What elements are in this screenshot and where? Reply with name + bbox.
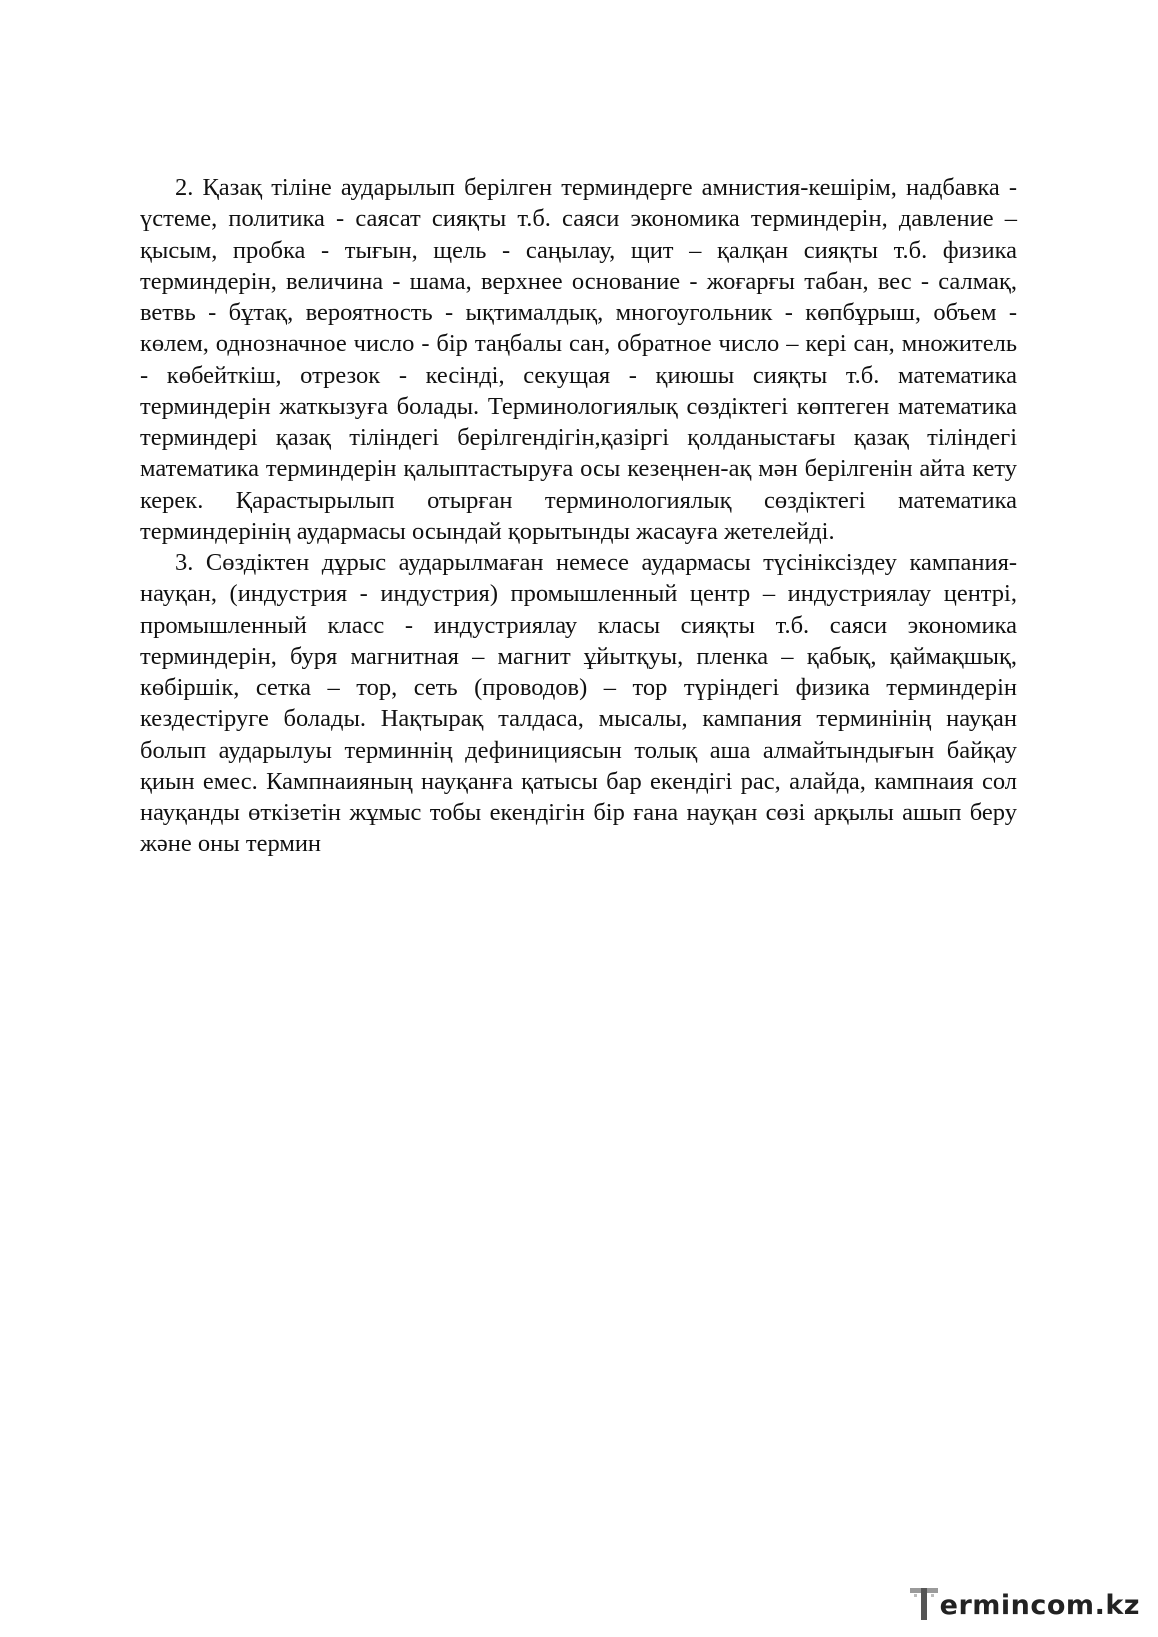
watermark [909, 1583, 1140, 1623]
document-body [140, 172, 1017, 860]
paragraph-3: 3. Сөздіктен дұрыс аударылмаған немесе аудармасы түсініксіздеу кампания-науқан, (индустрия - индустрия) промышленный центр – индустриялау центрі, промышленный класс - индустриялау класы сияқты т.б. саяси экономика терминдерін, буря магнитная – магнит ұйытқуы, пленка – қабық, қаймақшық, көбіршік, сетка – тор, сеть (проводов) – тор түріндегі физика терминдерін кездестіруге болады. Нақтырақ талдаса, мысалы, кампания терминінің науқан болып аударылуы терминнің дефинициясын толық аша алмайтындығын байқау қиын емес. Кампнаияның науқанға қатысы бар екендігі рас, алайда, кампнаия сол науқанды өткізетін жұмыс тобы екендігін бір ғана науқан сөзі арқылы ашып беру және оны термин [140, 549, 1017, 858]
watermark-text: ermincom.kz [939, 1590, 1140, 1621]
paragraph-2: 2. Қазақ тіліне аударылып берілген терминдерге амнистия-кешірім, надбавка - үстеме, политика - саясат сияқты т.б. саяси экономика терминдерін, давление – қысым, пробка - тығын, щель - саңылау, щит – қалқан сияқты т.б. физика терминдерін, величина - шама, верхнее основание - жоғарғы табан, вес - салмақ, ветвь - бұтақ, вероятность - ықтималдық, многоугольник - көпбұрыш, объем - көлем, однозначное число - бір таңбалы сан, обратное число – кері сан, множитель - көбейткіш, отрезок - кесінді, секущая - қиюшы сияқты т.б. математика терминдерін жаткызуға болады. Терминологиялық сөздіктегі көптеген математика терминдері қазақ тіліндегі берілгендігін,қазіргі қолданыстағы қазақ тіліндегі математика терминдерін қалыптастыруға осы кезеңнен-ақ мән берілгенін айта кету керек. Қарастырылып отырған терминологиялық сөздіктегі математика терминдерінің аудармасы осындай қорытынды жасауға жетелейді. [140, 174, 1017, 545]
termincom-logo-icon [909, 1585, 939, 1623]
